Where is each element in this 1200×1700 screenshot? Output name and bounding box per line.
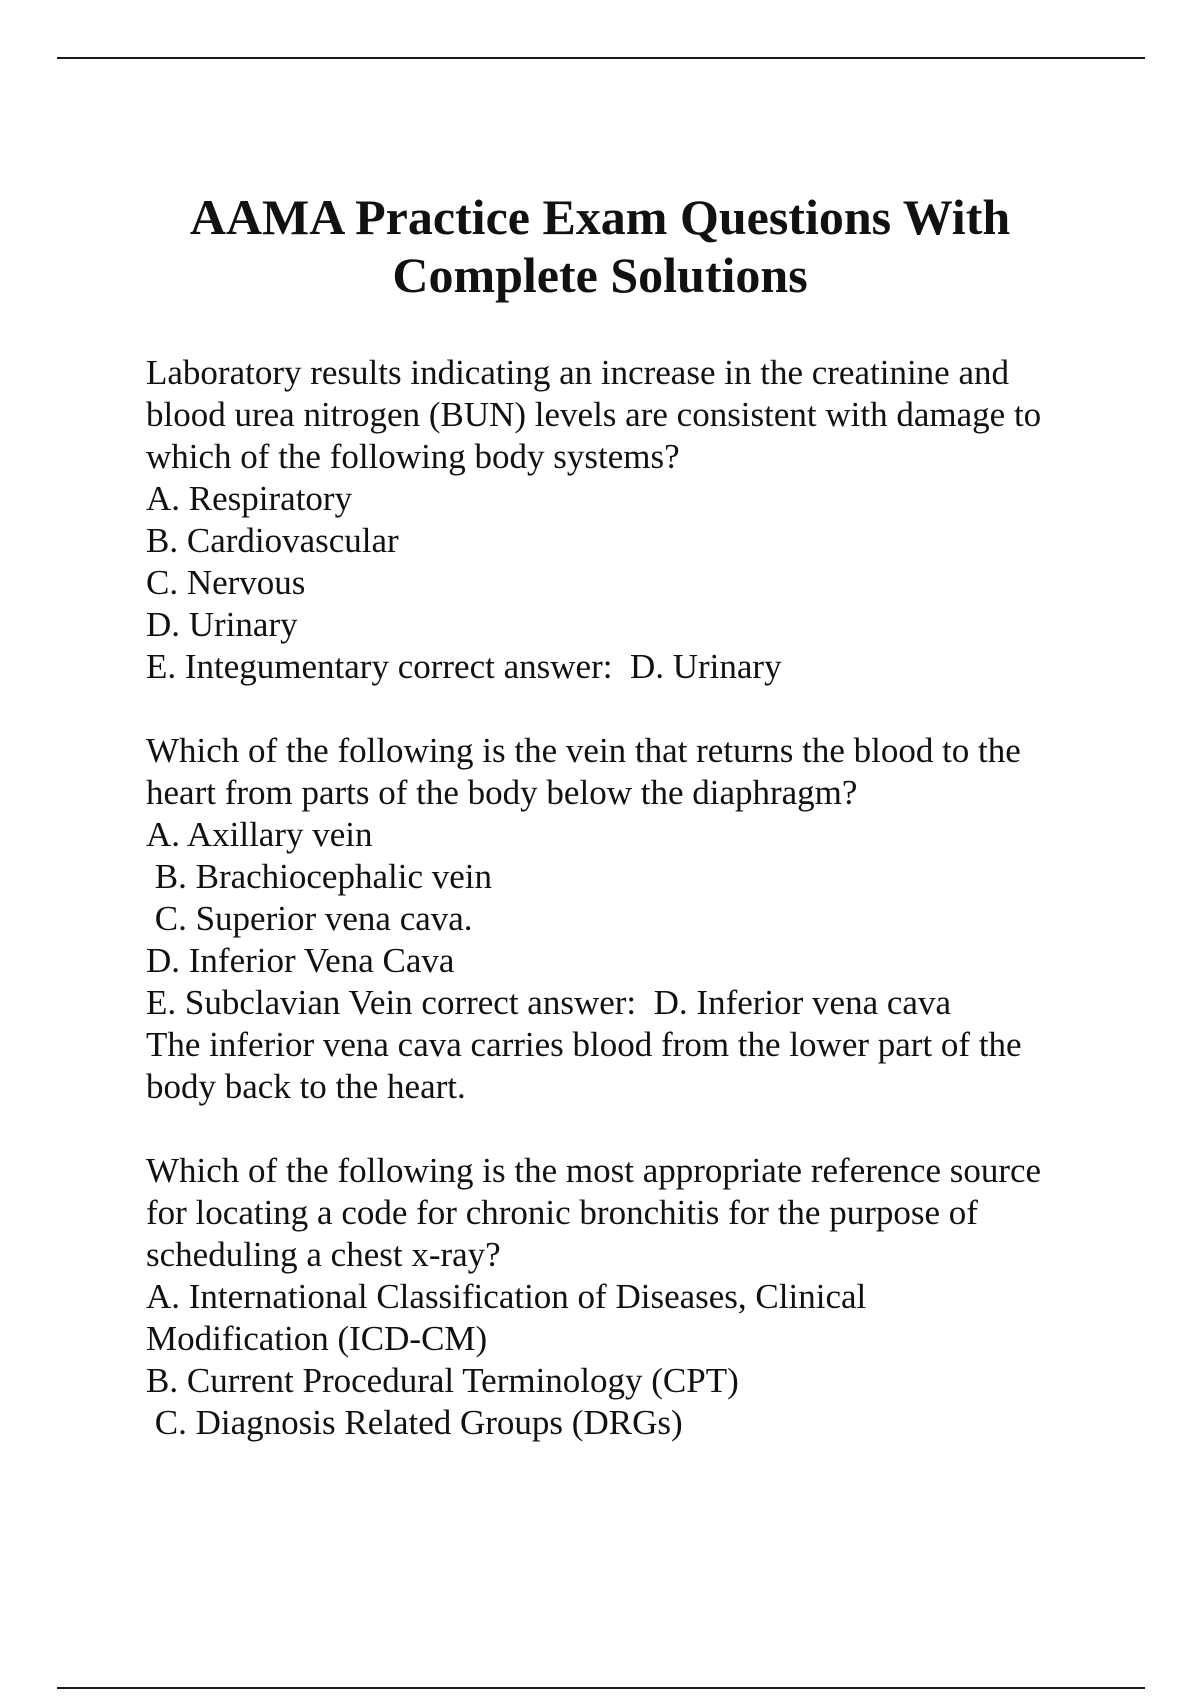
- bottom-rule: [57, 1687, 1145, 1689]
- question-1-option-e-answer: E. Integumentary correct answer: D. Urinary: [146, 647, 782, 686]
- question-block-2: [146, 730, 1146, 1108]
- question-2-option-c: C. Superior vena cava.: [146, 899, 473, 938]
- question-3-stem-line-3: scheduling a chest x-ray?: [146, 1235, 501, 1274]
- question-2-option-e-answer: E. Subclavian Vein correct answer: D. Inferior vena cava: [146, 983, 951, 1022]
- question-1-stem-line-2: blood urea nitrogen (BUN) levels are consistent with damage to: [146, 395, 1042, 434]
- question-1-option-a: A. Respiratory: [146, 479, 353, 518]
- question-3-stem-line-1: Which of the following is the most appropriate reference source: [146, 1151, 1042, 1190]
- question-2-option-b: B. Brachiocephalic vein: [146, 857, 492, 896]
- question-1-stem-line-3: which of the following body systems?: [146, 437, 680, 476]
- question-3-stem-line-2: for locating a code for chronic bronchitis for the purpose of: [146, 1193, 978, 1232]
- question-3-option-a-line-1: A. International Classification of Diseases, Clinical: [146, 1277, 867, 1316]
- question-block-1: [146, 352, 1146, 688]
- question-2-explanation-line-2: body back to the heart.: [146, 1067, 466, 1106]
- question-1-option-d: D. Urinary: [146, 605, 298, 644]
- question-2-stem-line-2: heart from parts of the body below the diaphragm?: [146, 773, 858, 812]
- title-line-2: Complete Solutions: [392, 247, 808, 303]
- question-2-explanation-line-1: The inferior vena cava carries blood from the lower part of the: [146, 1025, 1022, 1064]
- question-block-3: [146, 1150, 1146, 1444]
- question-2-option-d: D. Inferior Vena Cava: [146, 941, 455, 980]
- title-line-1: AAMA Practice Exam Questions With: [189, 189, 1011, 245]
- top-rule: [57, 57, 1145, 59]
- question-1-option-c: C. Nervous: [146, 563, 306, 602]
- document-body: [146, 352, 1146, 1444]
- paragraph-gap: [146, 688, 1146, 730]
- question-2-option-a: A. Axillary vein: [146, 815, 373, 854]
- question-3-option-c: C. Diagnosis Related Groups (DRGs): [146, 1403, 683, 1442]
- page-title: [100, 188, 1100, 304]
- question-1-stem-line-1: Laboratory results indicating an increase in the creatinine and: [146, 353, 1009, 392]
- question-3-option-b: B. Current Procedural Terminology (CPT): [146, 1361, 739, 1400]
- paragraph-gap: [146, 1108, 1146, 1150]
- question-2-stem-line-1: Which of the following is the vein that returns the blood to the: [146, 731, 1021, 770]
- question-1-option-b: B. Cardiovascular: [146, 521, 399, 560]
- question-3-option-a-line-2: Modification (ICD-CM): [146, 1319, 488, 1358]
